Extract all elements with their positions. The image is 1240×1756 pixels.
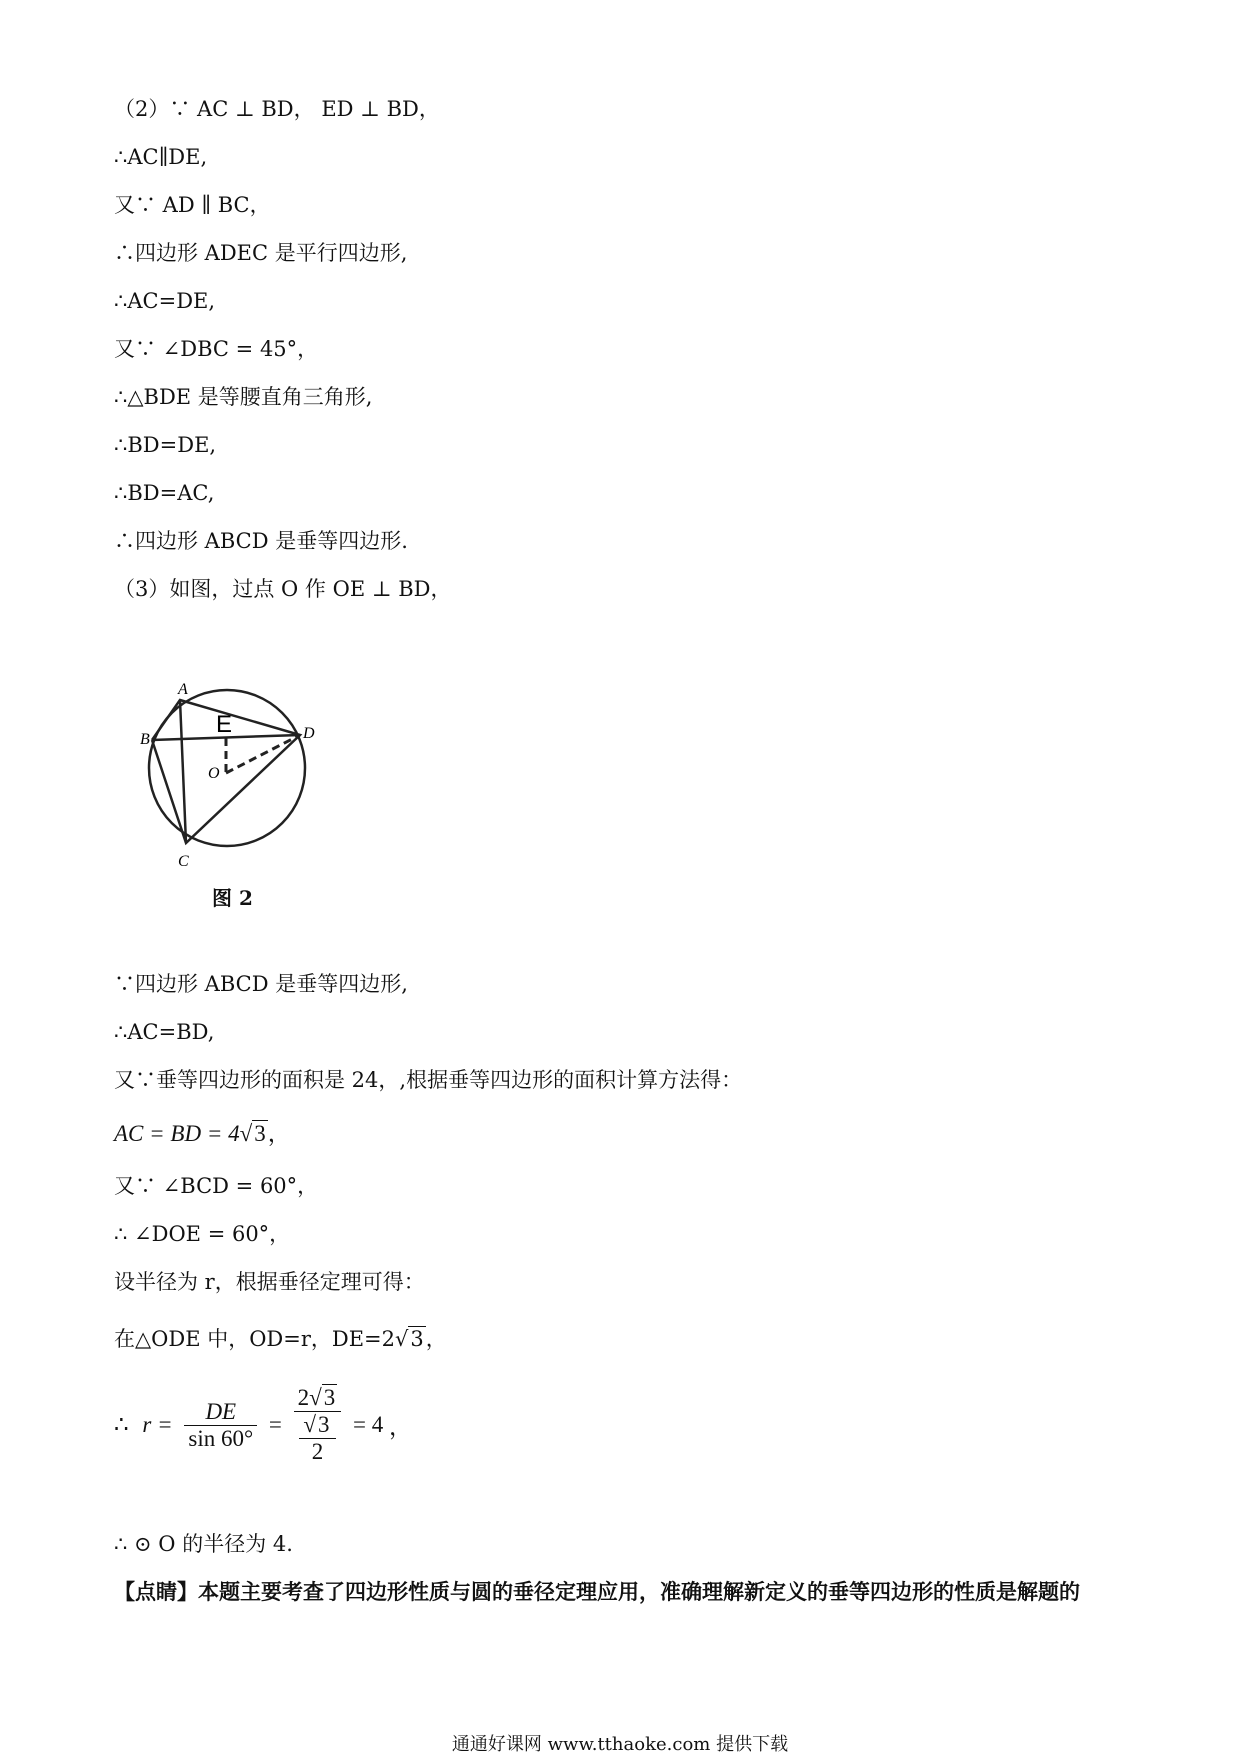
fraction-compound [294, 1385, 342, 1465]
numerator-coef: 2 [297, 1385, 310, 1410]
line-18: 设半径为 r，根据垂径定理可得： [114, 1270, 425, 1294]
line-9: ∴BD=AC, [114, 481, 215, 505]
sqrt-symbol: √3 [303, 1412, 330, 1437]
sqrt-symbol: √3 [239, 1121, 266, 1146]
fraction-numerator [294, 1385, 342, 1412]
label-e: E [216, 711, 233, 738]
eq20-result: = 4 [353, 1412, 384, 1437]
line-3: 又∵ AD ∥ BC， [114, 193, 271, 217]
line-1: （2）∵ AC ⊥ BD， ED ⊥ BD， [114, 97, 440, 121]
inner-numerator [299, 1412, 335, 1439]
fraction-de-sin60 [184, 1399, 257, 1452]
page-footer: 通通好课网 www.tthaoke.com 提供下载 [451, 1734, 789, 1755]
line-17: ∴ ∠DOE = 60°， [114, 1222, 291, 1246]
figure-caption: 图 2 [212, 886, 253, 910]
eq20-tail: ， [389, 1414, 413, 1440]
line-22-remark: 【点睛】本题主要考查了四边形性质与圆的垂径定理应用，准确理解新定义的垂等四边形的性质是解题的 [114, 1579, 1080, 1604]
equation-ode [114, 1325, 447, 1353]
diagonal-ac [180, 700, 186, 843]
line-11: （3）如图，过点 O 作 OE ⊥ BD， [114, 577, 452, 601]
therefore-symbol: ∴ [114, 1412, 129, 1437]
eq15-lhs: AC = BD = 4 [114, 1121, 240, 1146]
line-4: ∴四边形 ADEC 是平行四边形, [114, 241, 408, 265]
inner-denominator: 2 [311, 1439, 324, 1464]
geometry-figure [140, 680, 330, 910]
fraction-denominator: sin 60° [188, 1425, 254, 1451]
inner-radicand: 3 [318, 1412, 330, 1437]
line-8: ∴BD=DE, [114, 433, 217, 457]
line-10: ∴四边形 ABCD 是垂等四边形. [114, 529, 408, 553]
eq19-pre: 在△ODE 中，OD=r，DE=2 [114, 1327, 396, 1351]
sqrt-symbol: √3 [395, 1327, 424, 1351]
label-o: O [208, 765, 220, 782]
fraction-numerator: DE [184, 1399, 257, 1426]
eq19-radicand: 3 [410, 1327, 424, 1351]
eq15-radicand: 3 [254, 1121, 266, 1146]
equation-ac-bd [114, 1120, 291, 1148]
line-5: ∴AC=DE, [114, 289, 216, 313]
equals-sign: = [268, 1412, 282, 1437]
line-16: 又∵ ∠BCD = 60°， [114, 1174, 319, 1198]
line-7: ∴△BDE 是等腰直角三角形, [114, 385, 373, 409]
label-d: D [303, 725, 315, 742]
line-13: ∴AC=BD, [114, 1020, 215, 1044]
label-c: C [178, 853, 189, 870]
eq15-tail: ， [267, 1121, 291, 1146]
line-21: ∴ ⊙ O 的半径为 4. [114, 1532, 293, 1556]
circle-diagram [140, 680, 330, 910]
label-a: A [178, 681, 188, 698]
inner-fraction [299, 1412, 335, 1465]
eq20-r: r = [142, 1412, 173, 1437]
line-14: 又∵垂等四边形的面积是 24，,根据垂等四边形的面积计算方法得： [114, 1068, 743, 1092]
line-12: ∵四边形 ABCD 是垂等四边形, [114, 972, 408, 996]
numerator-radicand: 3 [323, 1385, 336, 1410]
line-2: ∴AC∥DE, [114, 145, 208, 169]
sqrt-symbol: √3 [309, 1385, 336, 1410]
equation-radius [114, 1385, 412, 1465]
eq19-tail: ， [425, 1327, 447, 1351]
label-b: B [140, 731, 150, 748]
segment-od [226, 735, 300, 773]
fraction-denominator [294, 1412, 342, 1465]
line-6: 又∵ ∠DBC = 45°， [114, 337, 319, 361]
